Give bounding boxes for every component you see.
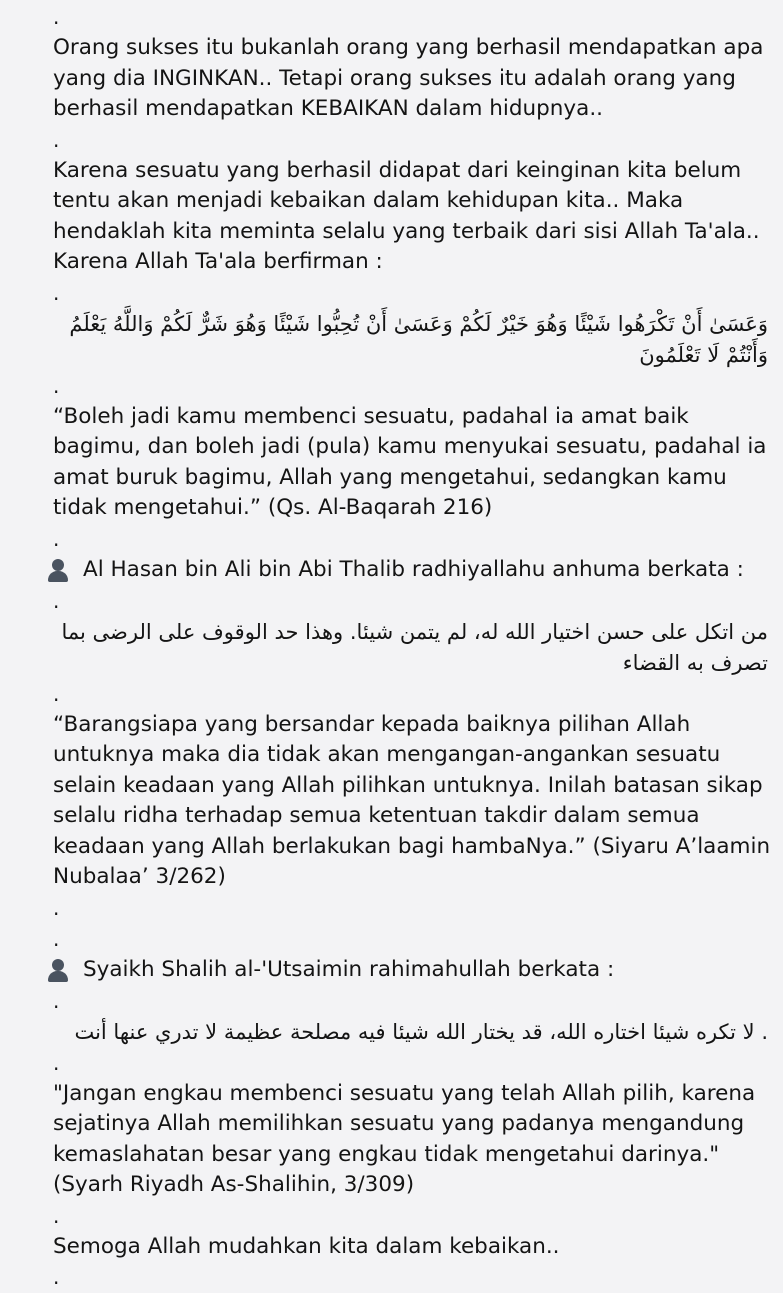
verse-translation: “Boleh jadi kamu membenci sesuatu, padahal ia amat baik bagimu, dan boleh jadi (pula) kamu menyukai sesuatu, padahal ia amat buruk bagimu, Allah yang mengetahui, sedangkan kamu tidak mengetahui.” (Qs. Al-Baqarah 216)	[53, 403, 767, 520]
author-name-hasan: Al Hasan bin Ali bin Abi Thalib radhiyallahu anhuma berkata :	[83, 556, 744, 582]
arabic-quote-hasan: من اتكل على حسن اختيار الله له، لم يتمن شيئا. وهذا حد الوقوف على الرضى بما تصرف به القضاء	[61, 619, 768, 675]
separator-dot: .	[53, 926, 60, 951]
quote-translation-hasan: “Barangsiapa yang bersandar kepada baiknya pilihan Allah untuknya maka dia tidak akan mengangan-angankan sesuatu selain keadaan yang Allah pilihkan untuknya. Inilah batasan sikap selalu ridha terhadap semua ketentuan takdir dalam semua keadaan yang Allah berlakukan bagi hambaNya.” (Siyaru A’laamin Nubalaa’ 3/262)	[53, 711, 771, 889]
separator-dot: .	[53, 588, 60, 613]
separator-dot: .	[53, 988, 60, 1013]
separator-dot: .	[53, 280, 60, 305]
separator-dot: .	[53, 127, 60, 152]
paragraph-intro: Orang sukses itu bukanlah orang yang berhasil mendapatkan apa yang dia INGINKAN.. Tetapi orang sukses itu adalah orang yang berhasil mendapatkan KEBAIKAN dalam hidupnya..	[53, 35, 764, 121]
separator-dot: .	[53, 895, 60, 920]
separator-dot: .	[53, 1265, 60, 1289]
bust-in-silhouette-icon	[47, 958, 69, 982]
separator-dot: .	[53, 1050, 60, 1075]
closing-prayer: Semoga Allah mudahkan kita dalam kebaikan..	[53, 1233, 560, 1259]
author-line-utsaimin	[53, 955, 783, 986]
author-name-utsaimin: Syaikh Shalih al-'Utsaimin rahimahullah berkata :	[83, 956, 615, 982]
separator-dot: .	[53, 526, 60, 551]
arabic-verse: وَعَسَىٰ أَنْ تَكْرَهُوا شَيْئًا وَهُوَ خَيْرٌ لَكُمْ وَعَسَىٰ أَنْ تُحِبُّوا شَيْئًا وَهُوَ شَرٌّ لَكُمْ وَاللَّهُ يَعْلَمُ وَأَنْتُمْ لَا تَعْلَمُونَ	[69, 311, 768, 367]
separator-dot: .	[53, 373, 60, 398]
separator-dot: .	[53, 681, 60, 706]
separator-dot: .	[53, 1203, 60, 1228]
bust-in-silhouette-icon	[47, 558, 69, 582]
paragraph-reason: Karena sesuatu yang berhasil didapat dari keinginan kita belum tentu akan menjadi kebaikan dalam kehidupan kita.. Maka hendaklah kita meminta selalu yang terbaik dari sisi Allah Ta'ala.. Karena Allah Ta'ala berfirman :	[53, 157, 760, 274]
quote-translation-utsaimin: "Jangan engkau membenci sesuatu yang telah Allah pilih, karena sejatinya Allah memilihkan sesuatu yang padanya mengandung kemaslahatan besar yang engkau tidak mengetahui darinya." (Syarh Riyadh As-Shalihin, 3/309)	[53, 1080, 756, 1197]
arabic-quote-utsaimin: . لا تكره شيئا اختاره الله، قد يختار الله شيئا فيه مصلحة عظيمة لا تدري عنها أنت	[74, 1019, 768, 1044]
author-line-hasan	[53, 555, 783, 586]
separator-dot: .	[53, 5, 60, 29]
